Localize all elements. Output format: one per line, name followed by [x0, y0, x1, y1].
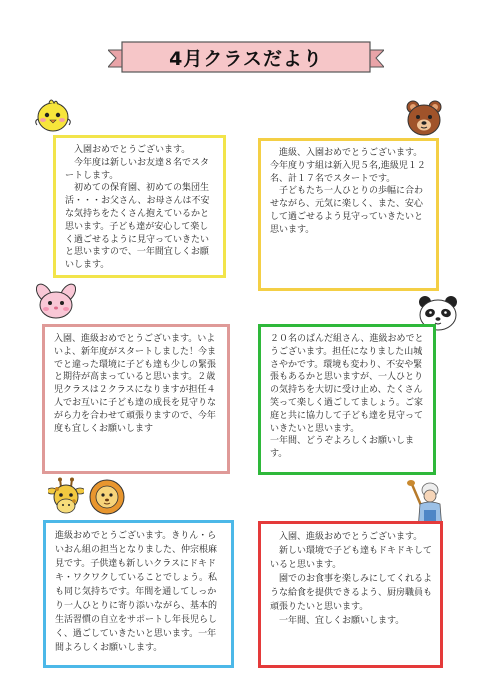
message-box-4: [258, 324, 436, 475]
message-text: 進級おめでとうございます。きりん・らいおん組の担当となりました、仲宗根麻見です。子供達も新しいクラスにドキドキ・ワクワクしていることでしょう。私も同じ気持ちです。年間を通してしっかり一人ひとりに寄り添いながら、基本的生活習慣の自立をサポートし年長児らしく、過ごしていきたいと思います。一年間よろしくお願いします。: [55, 531, 218, 653]
message-box-1: [53, 135, 226, 278]
lion-icon: [88, 478, 126, 516]
message-box-6: [258, 521, 443, 668]
page-title: 4月クラスだより: [169, 47, 323, 70]
title-banner: [108, 40, 384, 76]
message-text: 入園、進級おめでとうございます。 新しい環境で子ども達もドキドキしていると思います。 園でのお食事を楽しみにしてくれるような給食を提供できるよう、厨房職員も頑張りたいと思います。 一年間、宜しくお願いします。: [270, 532, 433, 626]
message-text: ２０名のぱんだ組さん、進級おめでとうございます。担任になりました山城さやかです。環境も変わり、不安や緊張もあるかと思いますが、一人ひとりの気持ちを大切に受け止め、たくさん笑って楽しく過ごしてましょう。ご家庭と共に協力して子ども達を見守っていきたいと思います。 一年間、どうぞよろしくお願いします。: [270, 334, 424, 460]
bear-icon: [405, 99, 443, 137]
message-box-5: [43, 520, 234, 668]
message-text: 入園おめでとうございます。 今年度は新しいお友達８名でスタートします。 初めての保育園、初めての集団生活・・・お父さん、お母さんは不安な気持ちをたくさん抱えているかと思います。子ども達が安心して楽しく過ごせるように見守っていきたいと思いますので、一年間宜しくお願いします。: [65, 145, 210, 271]
giraffe-icon: [48, 477, 84, 519]
message-text: 入園、進級おめでとうございます。いよいよ、新年度がスタートしました！今までと違った環境に子ども達も少しの緊張と期待が高まっていると思います。２歳児クラスは２クラスになりますが担任４人でお互いに子ども達の成長を見守りながら力を合わせて頑張りますので、今年度も宜しくお願いします: [54, 334, 217, 434]
message-box-2: [258, 138, 439, 291]
message-text: 進級、入園おめでとうございます。 今年度りす組は新入児５名,進級児１２名、計１７名でスタートです。 子どもたち一人ひとりの歩幅に合わせながら、元気に楽しく、また、安心して過ごせるよう見守っていきたいと思います。: [270, 148, 426, 235]
chick-icon: [33, 95, 73, 135]
message-box-3: [42, 324, 230, 474]
rabbit-icon: [36, 283, 76, 321]
